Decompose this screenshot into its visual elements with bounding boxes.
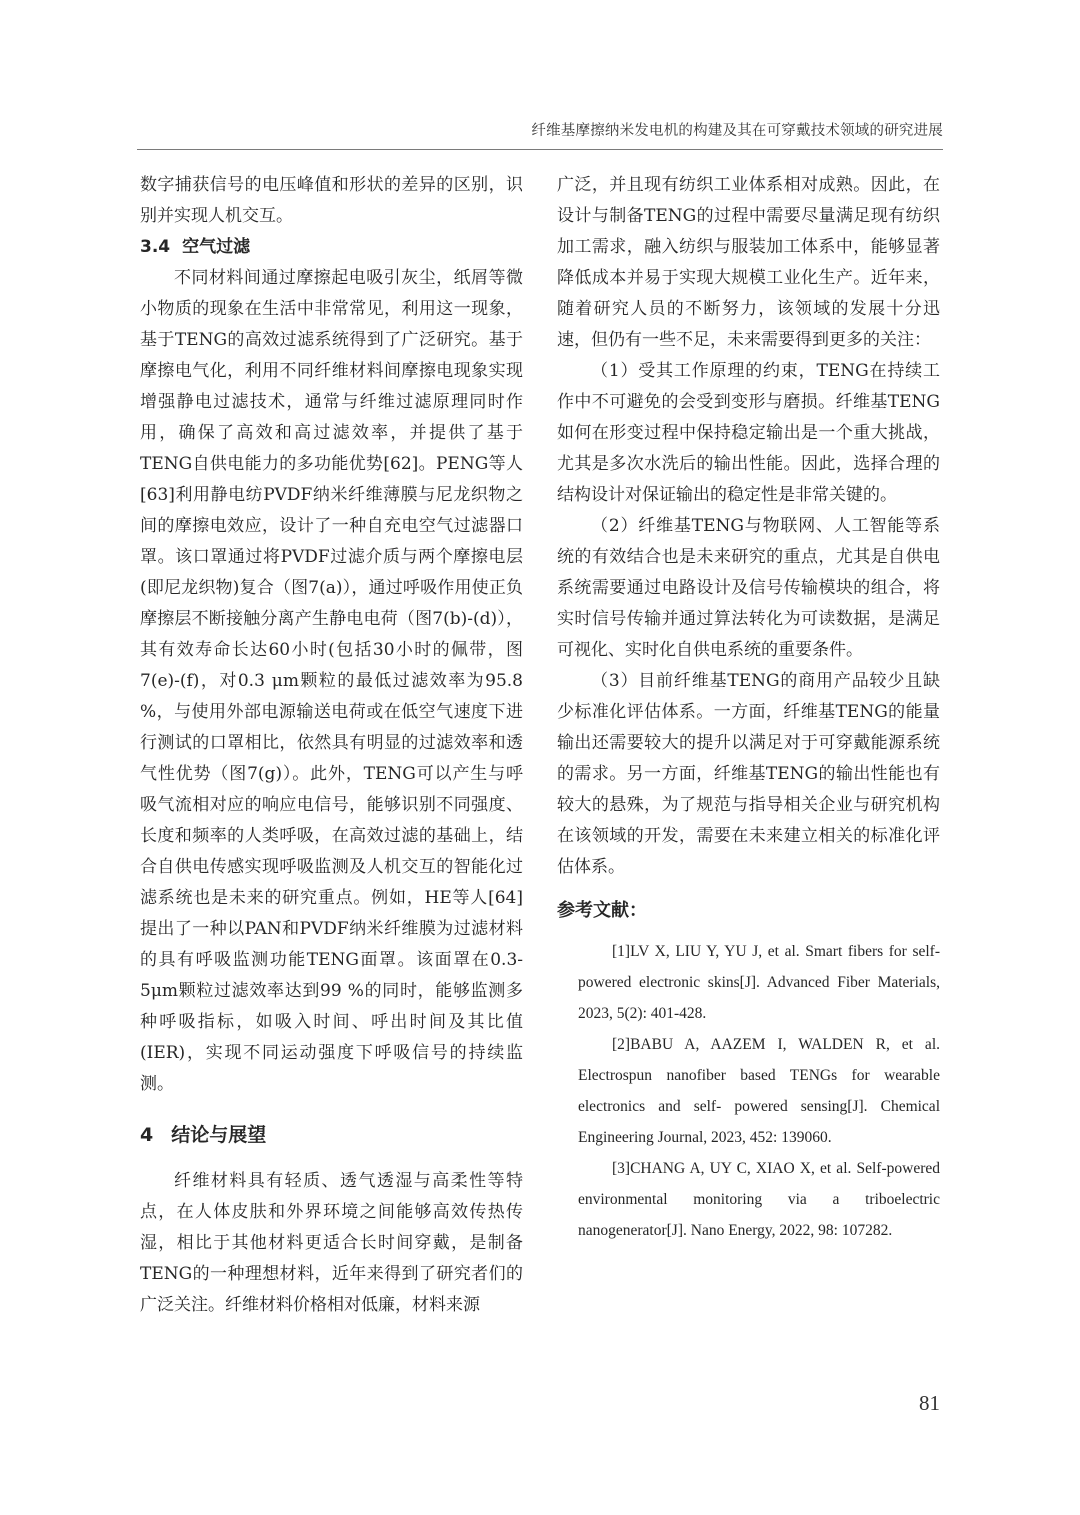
outlook-point-2: （2）纤维基TENG与物联网、人工智能等系统的有效结合也是未来研究的重点，尤其是自供电系统需要通过电路设计及信号传输模块的组合，将实时信号传输并通过算法转化为可读数据，是满足可视化、实时化自供电系统的重要条件。: [557, 516, 940, 660]
section-title: 空气过滤: [182, 237, 251, 257]
conclusion-continuation: 广泛，并且现有纺织工业体系相对成熟。因此，在设计与制备TENG的过程中需要尽量满足现有纺织加工需求，融入纺织与服装加工体系中，能够显著降低成本并易于实现大规模工业化生产。近年来，随着研究人员的不断努力，该领域的发展十分迅速，但仍有一些不足，未来需要得到更多的关注：: [557, 175, 940, 350]
reference-item: [2]BABU A, AAZEM I, WALDEN R, et al. Electrospun nanofiber based TENGs for wearable electronics and self- powered sensing[J]. Chemical Engineering Journal, 2023, 452: 139060.: [578, 1036, 940, 1146]
intro-paragraph: 数字捕获信号的电压峰值和形状的差异的区别，识别并实现人机交互。: [140, 175, 523, 226]
section-number: 3.4: [140, 237, 171, 257]
reference-item: [3]CHANG A, UY C, XIAO X, et al. Self-powered environmental monitoring via a triboelectric nanogenerator[J]. Nano Energy, 2022, 98: 107282.: [578, 1160, 940, 1239]
right-column: [557, 170, 940, 1246]
outlook-point-3: （3）目前纤维基TENG的商用产品较少且缺少标准化评估体系。一方面，纤维基TENG的能量输出还需要较大的提升以满足对于可穿戴能源系统的需求。另一方面，纤维基TENG的输出性能也有较大的悬殊，为了规范与指导相关企业与研究机构在该领域的开发，需要在未来建立相关的标准化评估体系。: [557, 671, 940, 877]
references-heading: 参考文献：: [557, 900, 647, 921]
section-3-4-heading: [140, 232, 523, 263]
conclusion-paragraph: 纤维材料具有轻质、透气透湿与高柔性等特点，在人体皮肤和外界环境之间能够高效传热传湿，相比于其他材料更适合长时间穿戴，是制备TENG的一种理想材料，近年来得到了研究者们的广泛关注。纤维材料价格相对低廉，材料来源: [140, 1171, 523, 1315]
header-rule: [137, 149, 943, 150]
reference-list: [557, 936, 940, 1246]
reference-item: [1]LV X, LIU Y, YU J, et al. Smart fibers for self-powered electronic skins[J]. Advanced Fiber Materials, 2023, 5(2): 401-428.: [578, 943, 940, 1022]
section-title: 结论与展望: [171, 1124, 267, 1146]
running-header: 纤维基摩擦纳米发电机的构建及其在可穿戴技术领域的研究进展: [531, 123, 943, 139]
section-number: 4: [140, 1124, 154, 1146]
left-column: [140, 170, 523, 1321]
page-number: 81: [919, 1391, 940, 1415]
section-4-heading: [140, 1120, 523, 1151]
air-filtration-paragraph: 不同材料间通过摩擦起电吸引灰尘，纸屑等微小物质的现象在生活中非常常见，利用这一现象，基于TENG的高效过滤系统得到了广泛研究。基于摩擦电气化，利用不同纤维材料间摩擦电现象实现增强静电过滤技术，通常与纤维过滤原理同时作用，确保了高效和高过滤效率，并提供了基于TENG自供电能力的多功能优势[62]。PENG等人[63]利用静电纺PVDF纳米纤维薄膜与尼龙织物之间的摩擦电效应，设计了一种自充电空气过滤器口罩。该口罩通过将PVDF过滤介质与两个摩擦电层(即尼龙织物)复合（图7(a)），通过呼吸作用使正负摩擦层不断接触分离产生静电电荷（图7(b)-(d)），其有效寿命长达60小时(包括30小时的佩带，图7(e)-(f)，对0.3 μm颗粒的最低过滤效率为95.8 %，与使用外部电源输送电荷或在低空气速度下进行测试的口罩相比，依然具有明显的过滤效率和透气性优势（图7(g)）。此外，TENG可以产生与呼吸气流相对应的响应电信号，能够识别不同强度、长度和频率的人类呼吸，在高效过滤的基础上，结合自供电传感实现呼吸监测及人机交互的智能化过滤系统也是未来的研究重点。例如，HE等人[64]提出了一种以PAN和PVDF纳米纤维膜为过滤材料的具有呼吸监测功能TENG面罩。该面罩在0.3-5μm颗粒过滤效率达到99 %的同时，能够监测多种呼吸指标，如吸入时间、呼出时间及其比值(IER)，实现不同运动强度下呼吸信号的持续监测。: [140, 268, 523, 1094]
outlook-point-1: （1）受其工作原理的约束，TENG在持续工作中不可避免的会受到变形与磨损。纤维基TENG如何在形变过程中保持稳定输出是一个重大挑战，尤其是多次水洗后的输出性能。因此，选择合理的结构设计对保证输出的稳定性是非常关键的。: [557, 361, 940, 505]
